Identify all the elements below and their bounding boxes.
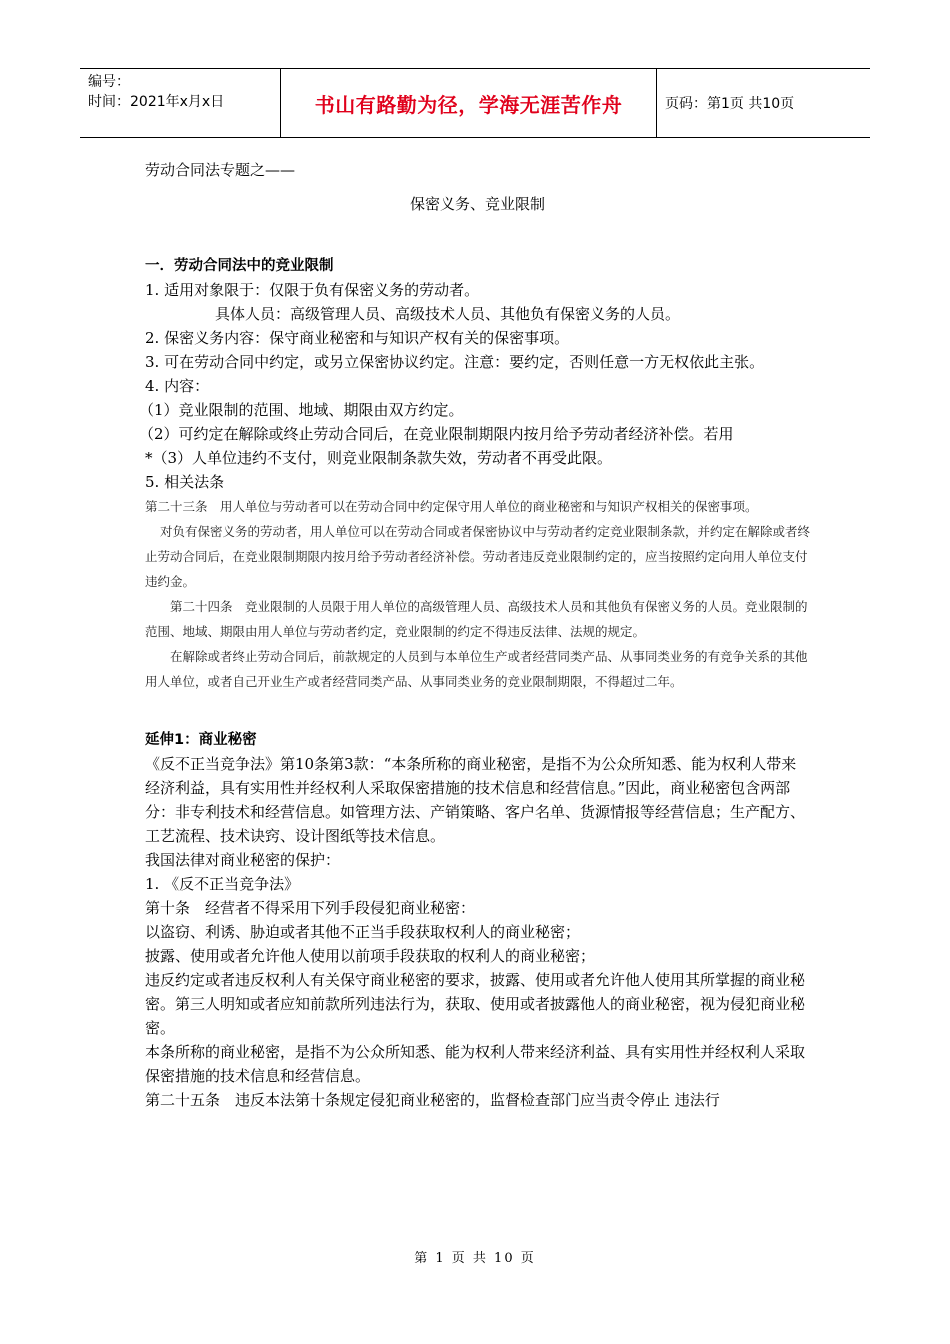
- page-header: [80, 68, 870, 138]
- page-footer: 第 1 页 共 10 页: [414, 1251, 536, 1266]
- paragraph: 1. 适用对象限于：仅限于负有保密义务的劳动者。: [145, 281, 480, 299]
- paragraph: *（3）人单位违约不支付，则竞业限制条款失效，劳动者不再受此限。: [145, 449, 613, 467]
- paragraph: （2）可约定在解除或终止劳动合同后，在竞业限制期限内按月给予劳动者经济补偿。若用: [139, 425, 734, 443]
- paragraph: 3. 可在劳动合同中约定，或另立保密协议约定。注意：要约定，否则任意一方无权依此主张。: [145, 353, 765, 371]
- doc-code-label: 编号：: [88, 74, 130, 90]
- law-article-23: 第二十三条 用人单位与劳动者可以在劳动合同中约定保守用人单位的商业秘密和与知识产权相关的保密事项。: [145, 499, 758, 514]
- paragraph: 具体人员：高级管理人员、高级技术人员、其他负有保密义务的人员。: [215, 305, 681, 323]
- header-page-info: 页码：第1页 共10页: [665, 96, 795, 112]
- document-subtitle: 保密义务、竞业限制: [409, 195, 545, 213]
- paragraph: 违反约定或者违反权利人有关保守商业秘密的要求，披露、使用或者允许他人使用其所掌握的商业秘密。第三人明知或者应知前款所列违法行为，获取、使用或者披露他人的商业秘密，视为侵犯商业秘密。: [145, 971, 806, 1037]
- paragraph: 1. 《反不正当竞争法》: [145, 875, 300, 893]
- paragraph: 5. 相关法条: [145, 473, 225, 491]
- paragraph: 2. 保密义务内容：保守商业秘密和与知识产权有关的保密事项。: [145, 329, 570, 347]
- paragraph: 我国法律对商业秘密的保护：: [145, 851, 341, 869]
- paragraph: 披露、使用或者允许他人使用以前项手段获取的权利人的商业秘密；: [145, 947, 596, 965]
- extension-1-heading: 延伸1：商业秘密: [145, 732, 257, 748]
- section-1-heading: 一．劳动合同法中的竞业限制: [145, 258, 334, 274]
- document-body: [139, 150, 811, 1112]
- paragraph: 以盗窃、利诱、胁迫或者其他不正当手段获取权利人的商业秘密；: [145, 923, 581, 941]
- law-paragraph: 对负有保密义务的劳动者，用人单位可以在劳动合同或者保密协议中与劳动者约定竞业限制条款，并约定在解除或者终止劳动合同后，在竞业限制期限内按月给予劳动者经济补偿。劳动者违反竞业限制约定的，应当按照约定向用人单位支付违约金。: [145, 524, 811, 589]
- paragraph: 第二十五条 违反本法第十条规定侵犯商业秘密的，监督检查部门应当责令停止 违法行: [145, 1091, 720, 1109]
- header-meta: [80, 69, 281, 137]
- paragraph: 《反不正当竞争法》第10条第3款：“本条所称的商业秘密，是指不为公众所知悉、能为权利人带来经济利益，具有实用性并经权利人采取保密措施的技术信息和经营信息。”因此，商业秘密包含两部分：非专利技术和经营信息。如管理方法、产销策略、客户名单、货源情报等经营信息；生产配方、工艺流程、技术诀窍、设计图纸等技术信息。: [145, 755, 806, 845]
- doc-date-label: 时间：2021年x月x日: [88, 94, 225, 110]
- header-motto: 书山有路勤为径，学海无涯苦作舟: [281, 69, 657, 137]
- paragraph: （1）竞业限制的范围、地域、期限由双方约定。: [139, 401, 464, 419]
- paragraph: 本条所称的商业秘密，是指不为公众所知悉、能为权利人带来经济利益、具有实用性并经权利人采取保密措施的技术信息和经营信息。: [145, 1043, 806, 1085]
- law-paragraph: 在解除或者终止劳动合同后，前款规定的人员到与本单位生产或者经营同类产品、从事同类业务的有竞争关系的其他用人单位，或者自己开业生产或者经营同类产品、从事同类业务的竞业限制期限，不得超过二年。: [145, 649, 808, 689]
- paragraph: 第十条 经营者不得采用下列手段侵犯商业秘密：: [145, 899, 476, 917]
- topic-line: 劳动合同法专题之——: [145, 161, 296, 179]
- paragraph: 4. 内容：: [145, 377, 210, 395]
- law-article-24: 第二十四条 竞业限制的人员限于用人单位的高级管理人员、高级技术人员和其他负有保密义务的人员。竞业限制的范围、地域、期限由用人单位与劳动者约定，竞业限制的约定不得违反法律、法规的规定。: [145, 599, 808, 639]
